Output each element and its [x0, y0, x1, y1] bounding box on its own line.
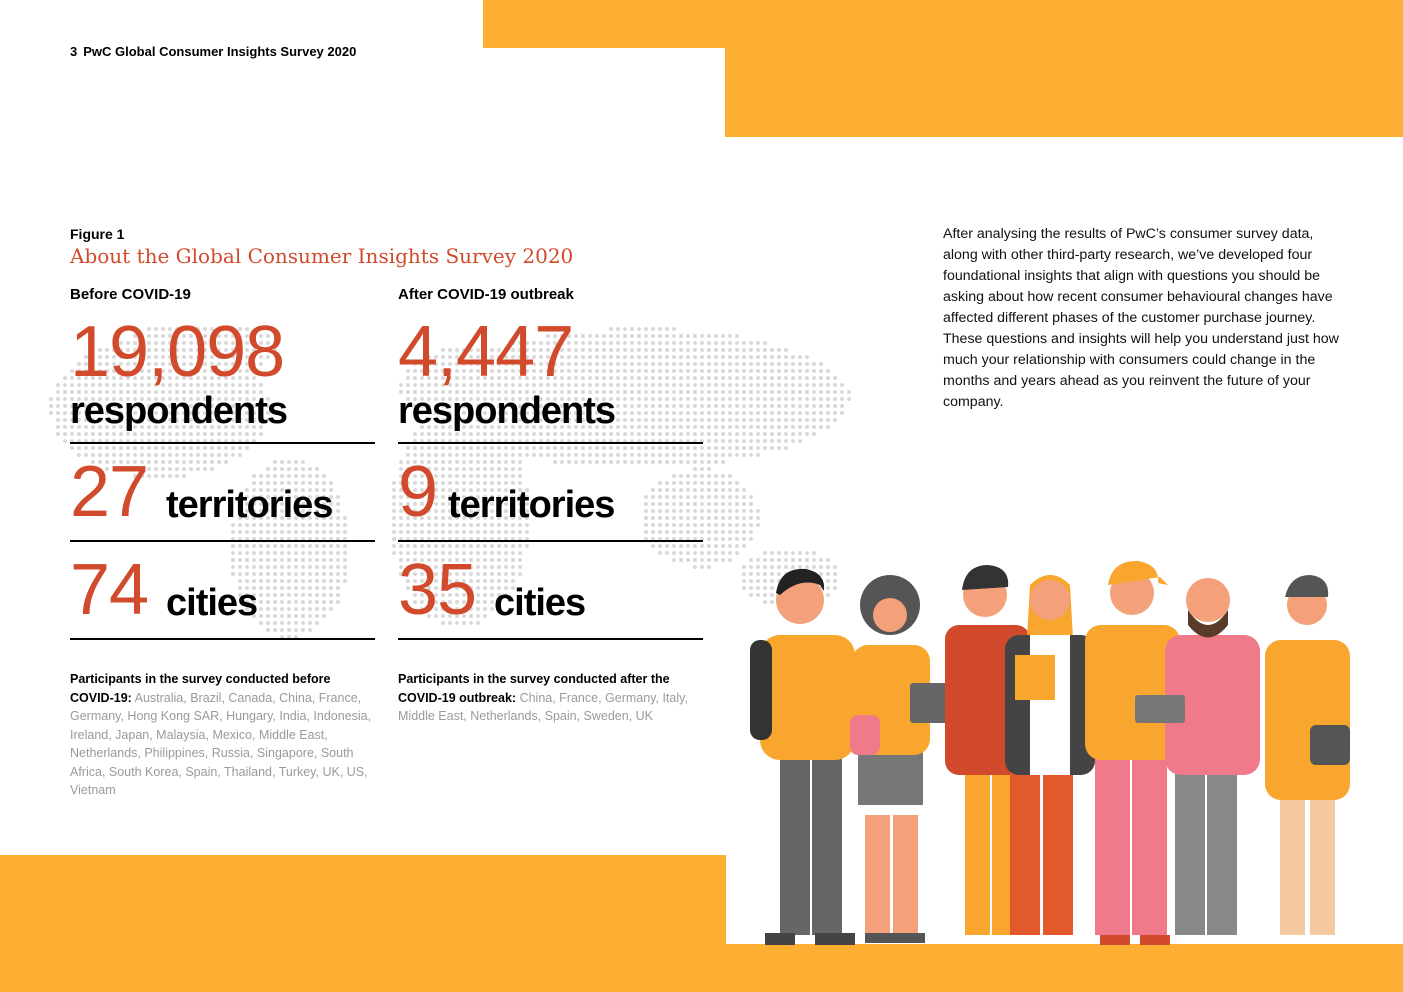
figure-label: Figure 1	[70, 226, 125, 242]
after-cities-stat	[398, 542, 703, 640]
before-participants-lead: Participants in the survey conducted before COVID-19:	[70, 672, 331, 705]
before-covid-heading: Before COVID-19	[70, 286, 191, 303]
before-territories-value: 27	[70, 452, 149, 532]
before-cities-value: 74	[70, 550, 149, 630]
before-cities-stat	[70, 542, 375, 640]
after-territories-stat	[398, 444, 703, 542]
after-cities-label: cities	[494, 582, 586, 624]
after-respondents-value: 4,447	[398, 312, 574, 392]
before-cities-label: cities	[166, 582, 258, 624]
before-territories-stat	[70, 444, 375, 542]
after-respondents-label: respondents	[398, 390, 616, 432]
intro-paragraph: After analysing the results of PwC’s consumer survey data, along with other third-party research, we’ve developed four foundational insights that align with questions you should be asking about how recent consumer behavioural changes have affected different phases of the customer purchase journey. These questions and insights will help you understand just how much your relationship with consumers could change in the months and years ahead as you reinvent the future of your company.	[943, 226, 1339, 410]
figure-title: About the Global Consumer Insights Survey 2020	[70, 244, 574, 268]
report-title: PwC Global Consumer Insights Survey 2020	[83, 44, 357, 59]
before-territories-label: territories	[166, 484, 333, 526]
after-participants	[398, 670, 703, 726]
after-territories-label: territories	[448, 484, 615, 526]
top-right-accent-block	[725, 0, 1403, 137]
person-7-figure	[1265, 575, 1350, 935]
people-group-illustration	[740, 555, 1370, 955]
page-number: 3	[70, 44, 78, 59]
after-cities-value: 35	[398, 550, 477, 630]
before-respondents-stat	[70, 312, 375, 444]
after-participants-lead: Participants in the survey conducted after the COVID-19 outbreak:	[398, 672, 670, 705]
page-header	[70, 44, 356, 59]
person-1-figure	[750, 569, 855, 945]
before-participants	[70, 670, 375, 800]
before-respondents-value: 19,098	[70, 312, 285, 392]
person-2-figure	[850, 575, 930, 943]
before-covid-column	[70, 286, 375, 800]
after-covid-column	[398, 286, 703, 726]
after-territories-value: 9	[398, 452, 438, 532]
after-participants-list: China, France, Germany, Italy, Middle East, Netherlands, Spain, Sweden, UK	[398, 690, 688, 723]
after-covid-heading: After COVID-19 outbreak	[398, 286, 574, 303]
after-respondents-stat	[398, 312, 703, 444]
before-respondents-label: respondents	[70, 390, 288, 432]
before-participants-list: Australia, Brazil, Canada, China, France, Germany, Hong Kong SAR, Hungary, India, Indonesia, Ireland, Japan, Malaysia, Mexico, Middle East, Netherlands, Philippines, Russia, Singapore, South Africa, South Korea, Spain, Thailand, Turkey, UK, US, Vietnam	[70, 690, 372, 797]
